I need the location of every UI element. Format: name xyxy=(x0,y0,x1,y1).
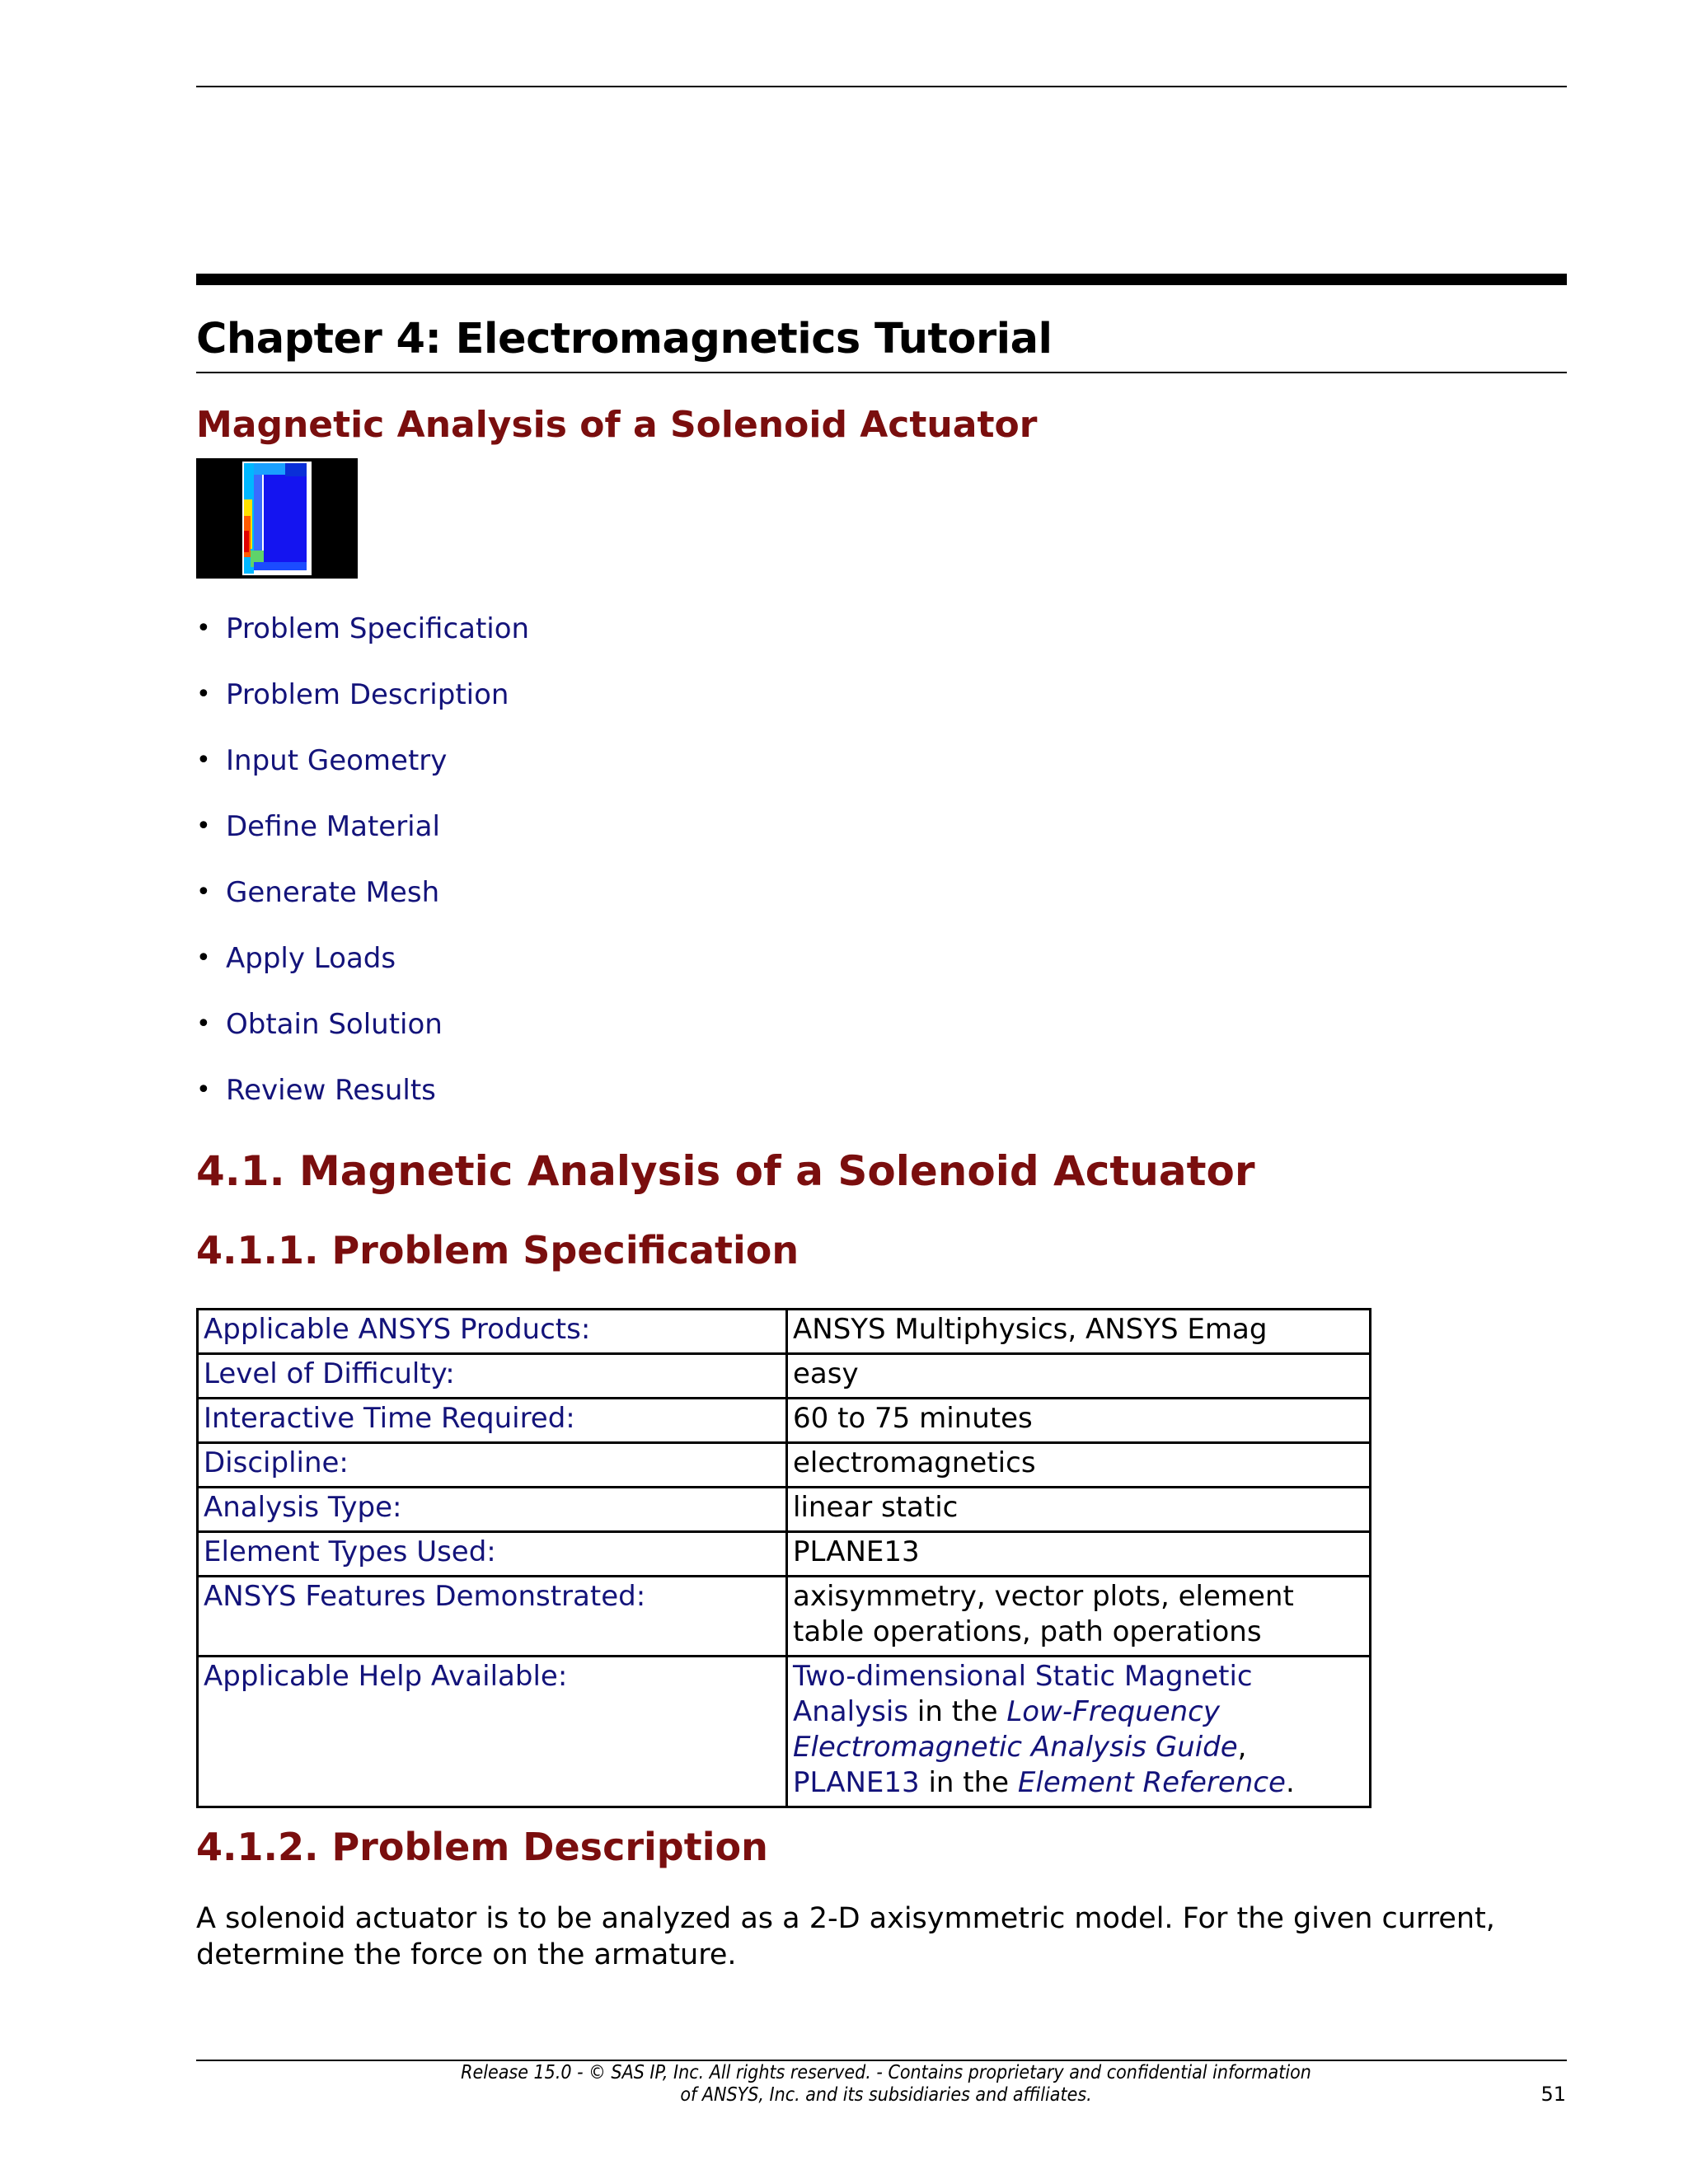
description-paragraph: A solenoid actuator is to be analyzed as a 2-D axisymmetric model. For the given current, determine the force on the armature. xyxy=(196,1902,1495,1971)
table-row xyxy=(198,1657,1371,1807)
table-key[interactable]: Level of Difficulty: xyxy=(198,1354,787,1399)
toc-link-define-material[interactable]: Define Material xyxy=(226,810,440,843)
table-row xyxy=(198,1399,1371,1443)
toc-link-generate-mesh[interactable]: Generate Mesh xyxy=(226,876,440,909)
help-link-element-reference[interactable]: Element Reference xyxy=(1017,1766,1286,1799)
bullet-icon: • xyxy=(196,1010,211,1038)
footer-line-1: Release 15.0 - © SAS IP, Inc. All rights reserved. - Contains proprietary and confidential information xyxy=(461,2062,1311,2083)
heading-4-1-2: 4.1.2. Problem Description xyxy=(196,1825,768,1869)
footer-line-2: of ANSYS, Inc. and its subsidiaries and affiliates. xyxy=(680,2084,1092,2106)
section-heading: Magnetic Analysis of a Solenoid Actuator xyxy=(196,404,1038,446)
table-row xyxy=(198,1443,1371,1488)
toc-link-problem-specification[interactable]: Problem Specification xyxy=(226,612,530,645)
table-row xyxy=(198,1532,1371,1577)
table-key[interactable]: ANSYS Features Demonstrated: xyxy=(198,1577,787,1657)
table-value: electromagnetics xyxy=(787,1443,1371,1488)
toc-link-obtain-solution[interactable]: Obtain Solution xyxy=(226,1008,443,1041)
help-link-plane13[interactable]: PLANE13 xyxy=(793,1766,920,1799)
chapter-rule xyxy=(196,274,1567,285)
footer-text xyxy=(412,2062,1360,2107)
page-number: 51 xyxy=(1540,2083,1566,2106)
table-key[interactable]: Element Types Used: xyxy=(198,1532,787,1577)
toc-item xyxy=(196,677,529,743)
problem-specification-table xyxy=(196,1308,1372,1808)
toc-link-problem-description[interactable]: Problem Description xyxy=(226,678,509,711)
heading-4-1-1: 4.1.1. Problem Specification xyxy=(196,1228,799,1272)
help-cell xyxy=(787,1657,1371,1807)
footer-rule xyxy=(196,2060,1567,2061)
toc-link-review-results[interactable]: Review Results xyxy=(226,1074,436,1107)
chapter-title: Chapter 4: Electromagnetics Tutorial xyxy=(196,315,1053,363)
table-value: 60 to 75 minutes xyxy=(787,1399,1371,1443)
table-key[interactable]: Applicable Help Available: xyxy=(198,1657,787,1807)
table-row xyxy=(198,1354,1371,1399)
help-link-2d-static-magnetic[interactable]: Two-dimensional Static Magnetic Analysis xyxy=(793,1660,1253,1728)
toc-item xyxy=(196,809,529,875)
table-key[interactable]: Interactive Time Required: xyxy=(198,1399,787,1443)
table-key[interactable]: Analysis Type: xyxy=(198,1488,787,1532)
top-rule xyxy=(196,86,1567,87)
help-text: in the xyxy=(919,1766,1018,1799)
table-value: easy xyxy=(787,1354,1371,1399)
toc-item xyxy=(196,875,529,941)
table-key[interactable]: Applicable ANSYS Products: xyxy=(198,1310,787,1354)
table-key[interactable]: Discipline: xyxy=(198,1443,787,1488)
toc-item xyxy=(196,743,529,809)
bullet-icon: • xyxy=(196,944,211,972)
help-text: . xyxy=(1285,1766,1295,1799)
bullet-icon: • xyxy=(196,878,211,907)
table-row xyxy=(198,1310,1371,1354)
bullet-icon: • xyxy=(196,614,211,643)
toc-item xyxy=(196,941,529,1007)
toc-link-input-geometry[interactable]: Input Geometry xyxy=(226,744,448,777)
heading-4-1: 4.1. Magnetic Analysis of a Solenoid Actuator xyxy=(196,1147,1255,1195)
help-link-low-frequency-guide[interactable]: Low-Frequency Electromagnetic Analysis Guide xyxy=(793,1695,1238,1764)
toc-link-apply-loads[interactable]: Apply Loads xyxy=(226,942,396,975)
bullet-icon: • xyxy=(196,680,211,709)
bullet-icon: • xyxy=(196,1076,211,1104)
help-text: , xyxy=(1237,1731,1247,1764)
toc-item xyxy=(196,1007,529,1073)
toc-item xyxy=(196,612,529,677)
plane13-link[interactable]: PLANE13 xyxy=(787,1532,1371,1577)
help-text: in the xyxy=(908,1695,1007,1728)
bullet-icon: • xyxy=(196,746,211,775)
bullet-icon: • xyxy=(196,812,211,841)
toc-item xyxy=(196,1073,529,1139)
solenoid-thumbnail-image xyxy=(196,458,358,579)
table-value: ANSYS Multiphysics, ANSYS Emag xyxy=(787,1310,1371,1354)
table-value: axisymmetry, vector plots, element table operations, path operations xyxy=(787,1577,1371,1657)
table-row xyxy=(198,1488,1371,1532)
table-row xyxy=(198,1577,1371,1657)
table-value: linear static xyxy=(787,1488,1371,1532)
toc-list xyxy=(196,612,529,1139)
chapter-title-rule xyxy=(196,372,1567,373)
